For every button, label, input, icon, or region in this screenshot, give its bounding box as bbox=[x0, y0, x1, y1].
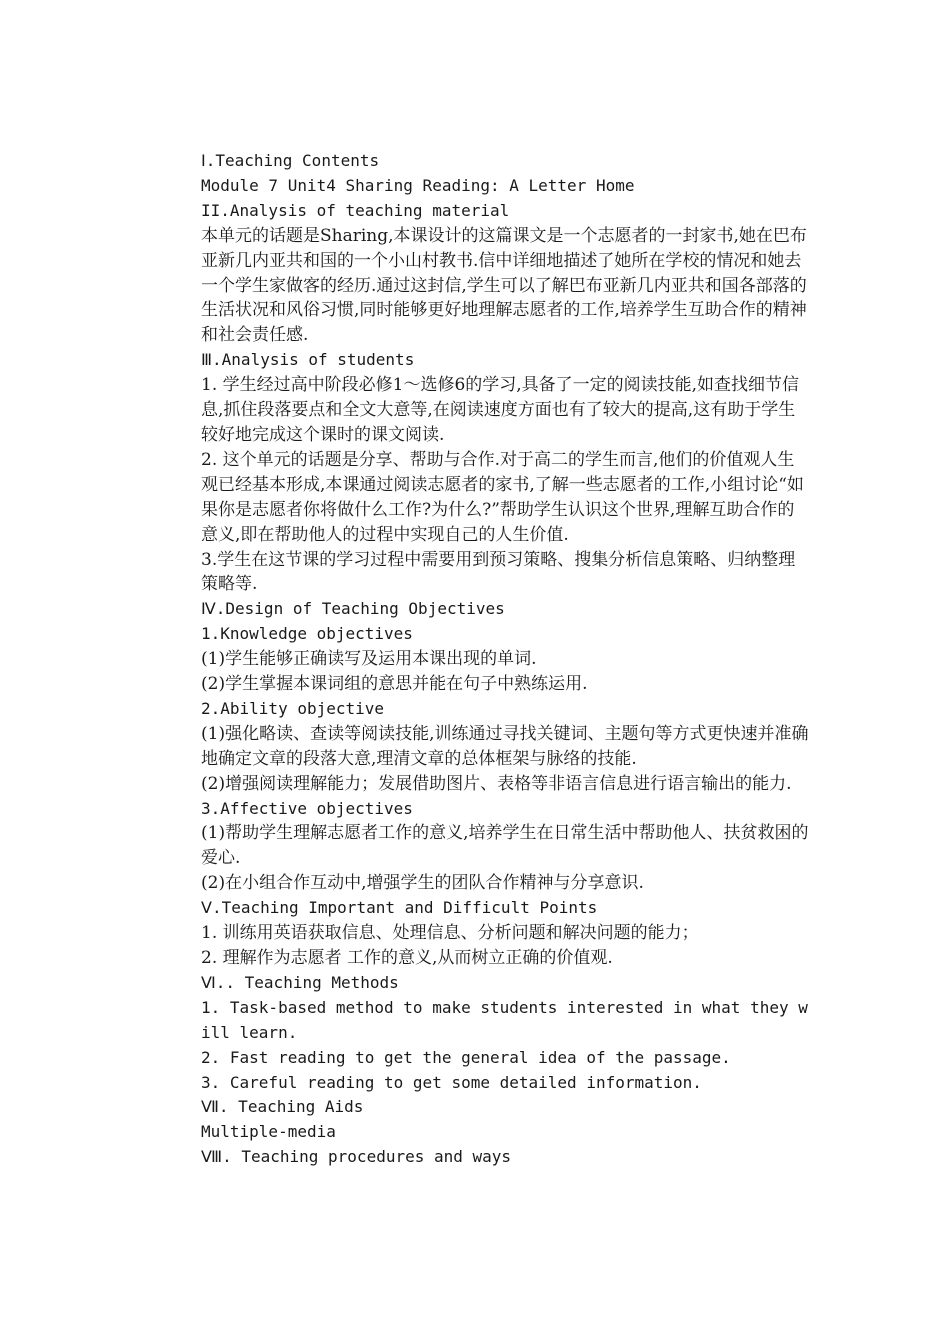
important-point-1: 1. 训练用英语获取信息、处理信息、分析问题和解决问题的能力； bbox=[201, 923, 699, 944]
section-heading-analysis-material: II.Analysis of teaching material bbox=[201, 200, 510, 220]
section-heading-teaching-contents: Ⅰ.Teaching Contents bbox=[201, 151, 380, 170]
subheading-knowledge-objectives: 1.Knowledge objectives bbox=[201, 624, 413, 644]
section-heading-procedures: Ⅷ. Teaching procedures and ways bbox=[201, 1147, 512, 1167]
ability-objective-1: (1)强化略读、查读等阅读技能,训练通过寻找关键词、主题句等方式更快速并准确地确定文章的段落大意,理清文章的总体框架与脉络的技能. bbox=[201, 723, 809, 769]
knowledge-objective-1: (1)学生能够正确读写及运用本课出现的单词. bbox=[201, 649, 537, 670]
affective-objective-1: (1)帮助学生理解志愿者工作的意义,培养学生在日常生活中帮助他人、扶贫救困的爱心. bbox=[201, 823, 809, 869]
module-title: Module 7 Unit4 Sharing Reading: A Letter Home bbox=[201, 175, 635, 195]
affective-objective-2: (2)在小组合作互动中,增强学生的团队合作精神与分享意识. bbox=[201, 873, 644, 894]
students-point-3: 3.学生在这节课的学习过程中需要用到预习策略、搜集分析信息策略、归纳整理策略等. bbox=[201, 549, 796, 595]
students-point-2: 2. 这个单元的话题是分享、帮助与合作.对于高二的学生而言,他们的价值观人生观已经基本形成,本课通过阅读志愿者的家书,了解一些志愿者的工作,小组讨论“如果你是志愿者你将做什么工作?为什么?”帮助学生认识这个世界,理解互助合作的意义,即在帮助他人的过程中实现自己的人生价值. bbox=[201, 449, 804, 545]
subheading-affective-objectives: 3.Affective objectives bbox=[201, 798, 413, 818]
section-heading-objectives: Ⅳ.Design of Teaching Objectives bbox=[201, 599, 505, 619]
teaching-aid-item: Multiple-media bbox=[201, 1122, 336, 1142]
section-heading-aids: Ⅶ. Teaching Aids bbox=[201, 1097, 364, 1117]
section-heading-analysis-students: Ⅲ.Analysis of students bbox=[201, 350, 415, 370]
section-heading-important-points: Ⅴ.Teaching Important and Difficult Points bbox=[201, 898, 598, 918]
knowledge-objective-2: (2)学生掌握本课词组的意思并能在句子中熟练运用. bbox=[201, 674, 588, 695]
students-point-1: 1. 学生经过高中阶段必修1～选修6的学习,具备了一定的阅读技能,如查找细节信息,抓住段落要点和全文大意等,在阅读速度方面也有了较大的提高,这有助于学生较好地完成这个课时的课文阅读. bbox=[201, 375, 800, 445]
method-2: 2. Fast reading to get the general idea of the passage. bbox=[201, 1047, 731, 1067]
method-3: 3. Careful reading to get some detailed information. bbox=[201, 1072, 702, 1092]
document-body bbox=[201, 149, 811, 1170]
material-analysis-paragraph: 本单元的话题是Sharing,本课设计的这篇课文是一个志愿者的一封家书,她在巴布亚新几内亚共和国的一个小山村教书.信中详细地描述了她所在学校的情况和她去一个学生家做客的经历.通过这封信,学生可以了解巴布亚新几内亚共和国各部落的生活状况和风俗习惯,同时能够更好地理解志愿者的工作,培养学生互助合作的精神和社会责任感. bbox=[201, 225, 807, 346]
section-heading-methods: Ⅵ.. Teaching Methods bbox=[201, 972, 399, 992]
ability-objective-2: (2)增强阅读理解能力；发展借助图片、表格等非语言信息进行语言输出的能力. bbox=[201, 773, 792, 794]
subheading-ability-objective: 2.Ability objective bbox=[201, 698, 385, 718]
important-point-2: 2. 理解作为志愿者 工作的意义,从而树立正确的价值观. bbox=[201, 948, 613, 968]
method-1: 1. Task-based method to make students interested in what they will learn. bbox=[201, 997, 808, 1042]
